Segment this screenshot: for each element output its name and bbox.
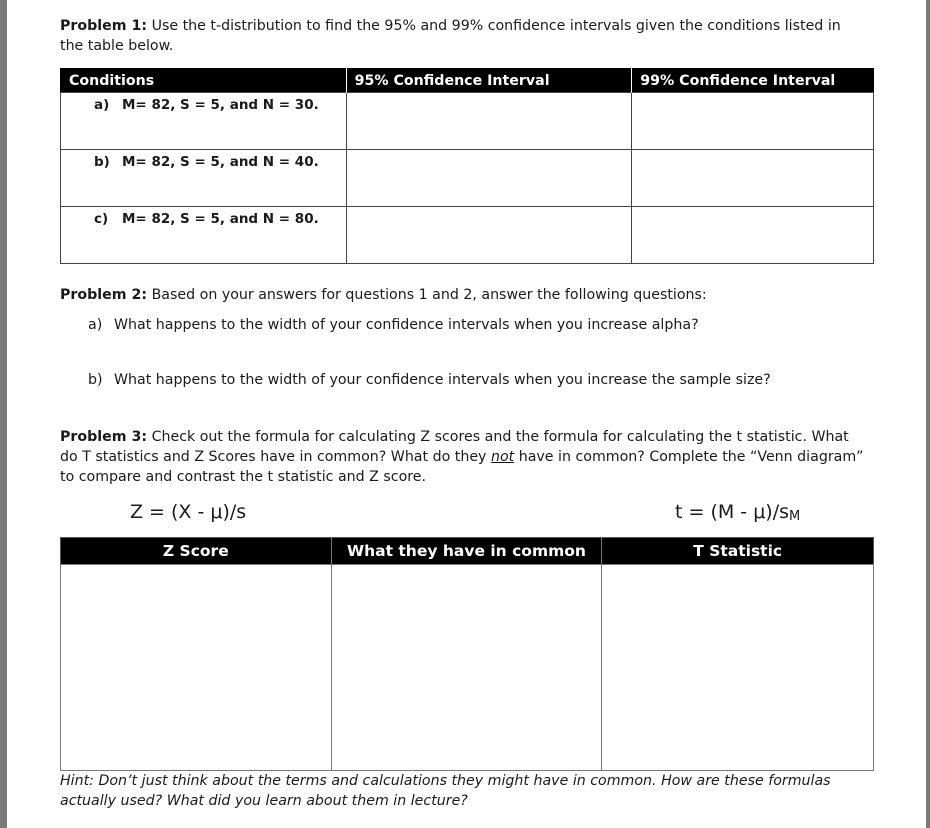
header-t-statistic: T Statistic [602,538,874,565]
t-formula-subscript: M [789,509,801,524]
problem2-text: Based on your answers for questions 1 and 2, answer the following questions: [151,287,707,303]
condition-text: M= 82, S = 5, and N = 30. [122,97,319,113]
problem3-text-after: have in common? Complete the “Venn diagram” to compare and contrast the t statistic and Z score. [60,449,864,485]
answer-cell-95-a[interactable] [346,93,632,150]
condition-cell-c [61,207,347,264]
answer-cell-99-b[interactable] [632,150,874,207]
table-row [61,93,874,150]
table-row [61,565,874,771]
condition-text: M= 82, S = 5, and N = 80. [122,211,319,227]
answer-cell-99-a[interactable] [632,93,874,150]
problem1-table-header [61,69,874,93]
problem1-text: Use the t-distribution to find the 95% and 99% confidence intervals given the conditions listed in the table below. [60,18,841,54]
problem3-text-before: Check out the formula for calculating Z scores and the formula for calculating the t statistic. What do T statistics and Z Scores have in common? What do they [60,429,849,465]
problem2-question-b [88,372,771,388]
t-formula-main: t = (M - μ)/s [675,501,789,523]
problem2-paragraph [60,285,865,305]
problem3-text-emph: not [490,449,515,465]
header-conditions: Conditions [61,69,347,93]
table-row [61,150,874,207]
question-letter: a) [88,317,103,333]
header-common: What they have in common [331,538,602,565]
question-text: What happens to the width of your confidence intervals when you increase alpha? [114,317,699,333]
hint-text: Hint: Don’t just think about the terms and calculations they might have in common. How are these formulas actually used? What did you learn about them in lecture? [60,773,831,809]
page-edge-right [926,0,930,828]
problem2-question-a [88,317,699,333]
venn-table [60,537,874,771]
row-letter: b) [94,154,110,170]
cut-off-text-line [60,0,820,3]
z-formula: Z = (X - μ)/s [130,501,247,523]
header-95-ci: 95% Confidence Interval [346,69,632,93]
answer-cell-z-score[interactable] [61,565,332,771]
condition-text: M= 82, S = 5, and N = 40. [122,154,319,170]
table-row [61,207,874,264]
row-letter: c) [94,211,109,227]
problem3-label: Problem 3: [60,429,148,445]
question-text: What happens to the width of your confidence intervals when you increase the sample size? [114,372,771,388]
problem2-label: Problem 2: [60,287,148,303]
answer-cell-common[interactable] [331,565,602,771]
problem3-paragraph [60,427,865,487]
t-formula [675,501,800,524]
header-99-ci: 99% Confidence Interval [632,69,874,93]
header-z-score: Z Score [61,538,332,565]
answer-cell-t-statistic[interactable] [602,565,874,771]
condition-cell-a [61,93,347,150]
question-letter: b) [88,372,103,388]
answer-cell-95-c[interactable] [346,207,632,264]
condition-cell-b [61,150,347,207]
venn-table-header [61,538,874,565]
row-letter: a) [94,97,110,113]
problem1-table [60,68,874,264]
answer-cell-95-b[interactable] [346,150,632,207]
problem1-label: Problem 1: [60,18,148,34]
problem1-paragraph [60,16,865,56]
answer-cell-99-c[interactable] [632,207,874,264]
page-edge-left [0,0,7,828]
